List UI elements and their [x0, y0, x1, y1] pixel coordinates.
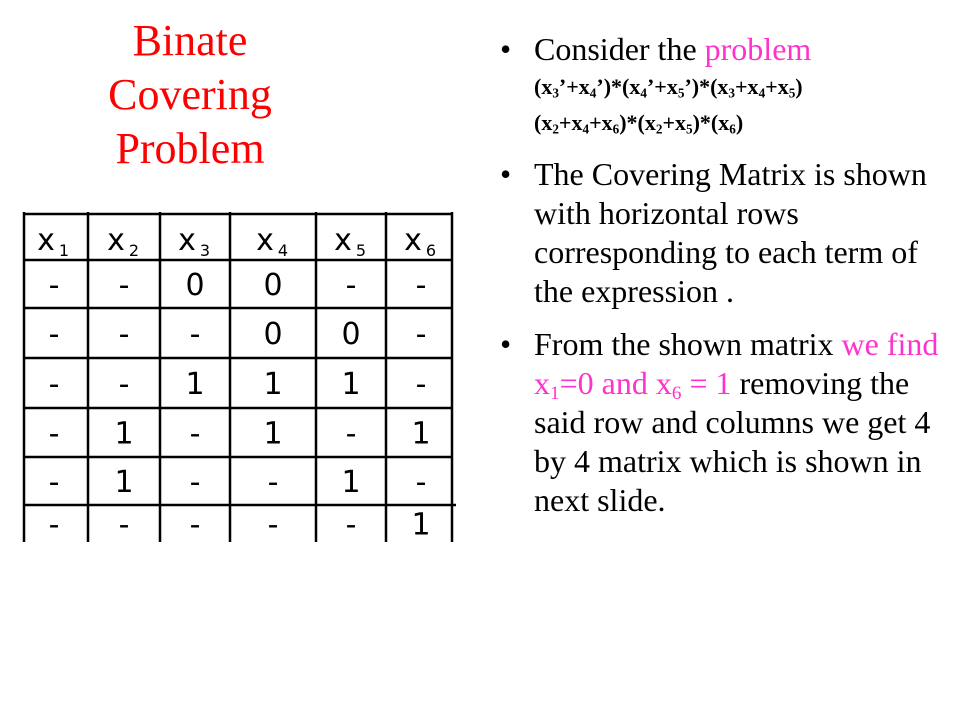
- expression-text: )*(x: [692, 110, 730, 135]
- matrix-cell: 1: [263, 416, 283, 452]
- expression-text: ): [795, 74, 803, 99]
- matrix-cell: -: [345, 507, 357, 542]
- matrix-cell: -: [118, 507, 130, 542]
- expression-subscript: 5: [686, 121, 693, 137]
- matrix-cell: 1: [263, 367, 283, 402]
- boolean-expression-line-2: [534, 105, 950, 141]
- matrix-cell: -: [267, 465, 279, 500]
- matrix-cell: -: [48, 507, 60, 542]
- matrix-cell: 0: [341, 317, 361, 352]
- expression-subscript: 4: [589, 85, 597, 101]
- matrix-cell: 0: [263, 317, 283, 352]
- matrix-cell: -: [345, 416, 357, 452]
- matrix-cell: 0: [185, 268, 205, 303]
- expression-text: +x: [765, 74, 789, 99]
- expression-text: ’)*(x: [596, 74, 641, 99]
- matrix-cell: 1: [114, 465, 134, 500]
- matrix-header-label: x: [37, 223, 55, 258]
- matrix-cell: -: [415, 465, 427, 500]
- matrix-cell: -: [415, 317, 427, 352]
- matrix-cell: -: [118, 367, 130, 402]
- expression-subscript: 3: [552, 85, 559, 101]
- matrix-cell: -: [189, 507, 201, 542]
- matrix-cell: -: [48, 268, 60, 303]
- expression-text: ’)*(x: [684, 74, 729, 99]
- bullet-dot: •: [500, 31, 512, 67]
- title-line-3: Problem: [115, 124, 265, 173]
- expression-subscript: 5: [788, 85, 796, 101]
- expression-text: ): [735, 110, 744, 135]
- bullet-list: [500, 30, 950, 534]
- title-line-1: Binate: [132, 16, 248, 65]
- matrix-cell: 1: [411, 507, 431, 542]
- matrix-cell: -: [415, 367, 427, 402]
- expression-subscript: 5: [677, 85, 685, 101]
- matrix-cell: 1: [341, 367, 361, 402]
- matrix-header-label: x: [256, 223, 274, 258]
- matrix-cell: -: [48, 416, 60, 452]
- boolean-expression-line-1: [534, 69, 950, 105]
- expression-subscript: 2: [552, 121, 559, 137]
- matrix-cell: -: [415, 268, 427, 303]
- matrix-header-subscript: 1: [58, 241, 70, 260]
- expression-text: (x: [534, 110, 553, 135]
- expression-subscript: 4: [758, 85, 766, 101]
- matrix-header-subscript: 2: [128, 241, 140, 260]
- matrix-cell: -: [189, 317, 201, 352]
- matrix-cell: 1: [341, 465, 361, 500]
- expression-text: ’+x: [558, 74, 590, 99]
- bullet-covering-matrix: [500, 155, 950, 311]
- bullet-dot: •: [500, 156, 512, 192]
- bullet-dot: •: [500, 326, 512, 362]
- bullet-1-prefix: Consider the: [534, 31, 705, 67]
- bullet-2-text: The Covering Matrix is shown with horizontal rows corresponding to each term of the expression .: [534, 156, 927, 309]
- matrix-cell: -: [48, 317, 60, 352]
- expression-subscript: 2: [655, 121, 663, 137]
- covering-matrix: [20, 212, 456, 542]
- matrix-cell: -: [189, 416, 201, 452]
- matrix-header-subscript: 4: [277, 241, 289, 260]
- matrix-cell: -: [48, 465, 60, 500]
- expression-text: +x: [558, 110, 583, 135]
- bullet-consider-problem: [500, 30, 950, 141]
- finding-text: = 1: [681, 365, 732, 401]
- matrix-cell: -: [48, 367, 60, 402]
- finding-text: =0 and x: [559, 365, 672, 401]
- slide-title: [60, 14, 320, 176]
- bullet-1-highlight: problem: [704, 31, 812, 67]
- expression-text: +x: [662, 110, 686, 135]
- expression-text: +x: [735, 74, 759, 99]
- matrix-header-label: x: [107, 223, 125, 258]
- expression-text: (x: [534, 74, 553, 99]
- matrix-header-label: x: [334, 223, 352, 258]
- matrix-cell: 1: [411, 416, 431, 452]
- title-line-2: Covering: [108, 70, 272, 119]
- expression-text: +x: [589, 110, 613, 135]
- matrix-header-subscript: 5: [355, 241, 367, 260]
- finding-subscript: 1: [550, 382, 560, 404]
- expression-subscript: 6: [729, 121, 736, 137]
- expression-subscript: 4: [582, 121, 590, 137]
- expression-subscript: 4: [640, 85, 647, 101]
- matrix-header-subscript: 6: [425, 241, 437, 260]
- bullet-3-prefix: From the shown matrix: [534, 326, 842, 362]
- matrix-cell: -: [118, 317, 130, 352]
- matrix-cell: 0: [263, 268, 283, 303]
- expression-subscript: 3: [728, 85, 736, 101]
- bullet-from-matrix: [500, 325, 950, 520]
- matrix-header-subscript: 3: [199, 241, 211, 260]
- matrix-cell: 1: [114, 416, 134, 452]
- matrix-cell: 1: [185, 367, 205, 402]
- expression-text: ’+x: [646, 74, 678, 99]
- covering-matrix-drawing: [20, 212, 456, 542]
- expression-subscript: 6: [612, 121, 620, 137]
- expression-text: )*(x: [619, 110, 656, 135]
- matrix-cell: -: [189, 465, 201, 500]
- bullet-3-suffix: removing the said row and columns we get 4 by 4 matrix which is shown in next slide.: [534, 365, 931, 518]
- matrix-header-label: x: [404, 223, 422, 258]
- finding-subscript: 6: [671, 382, 682, 404]
- finding-text: we find x: [534, 326, 939, 401]
- matrix-cell: -: [345, 268, 357, 303]
- matrix-cell: -: [267, 507, 279, 542]
- matrix-cell: -: [118, 268, 130, 303]
- matrix-header-label: x: [178, 223, 196, 258]
